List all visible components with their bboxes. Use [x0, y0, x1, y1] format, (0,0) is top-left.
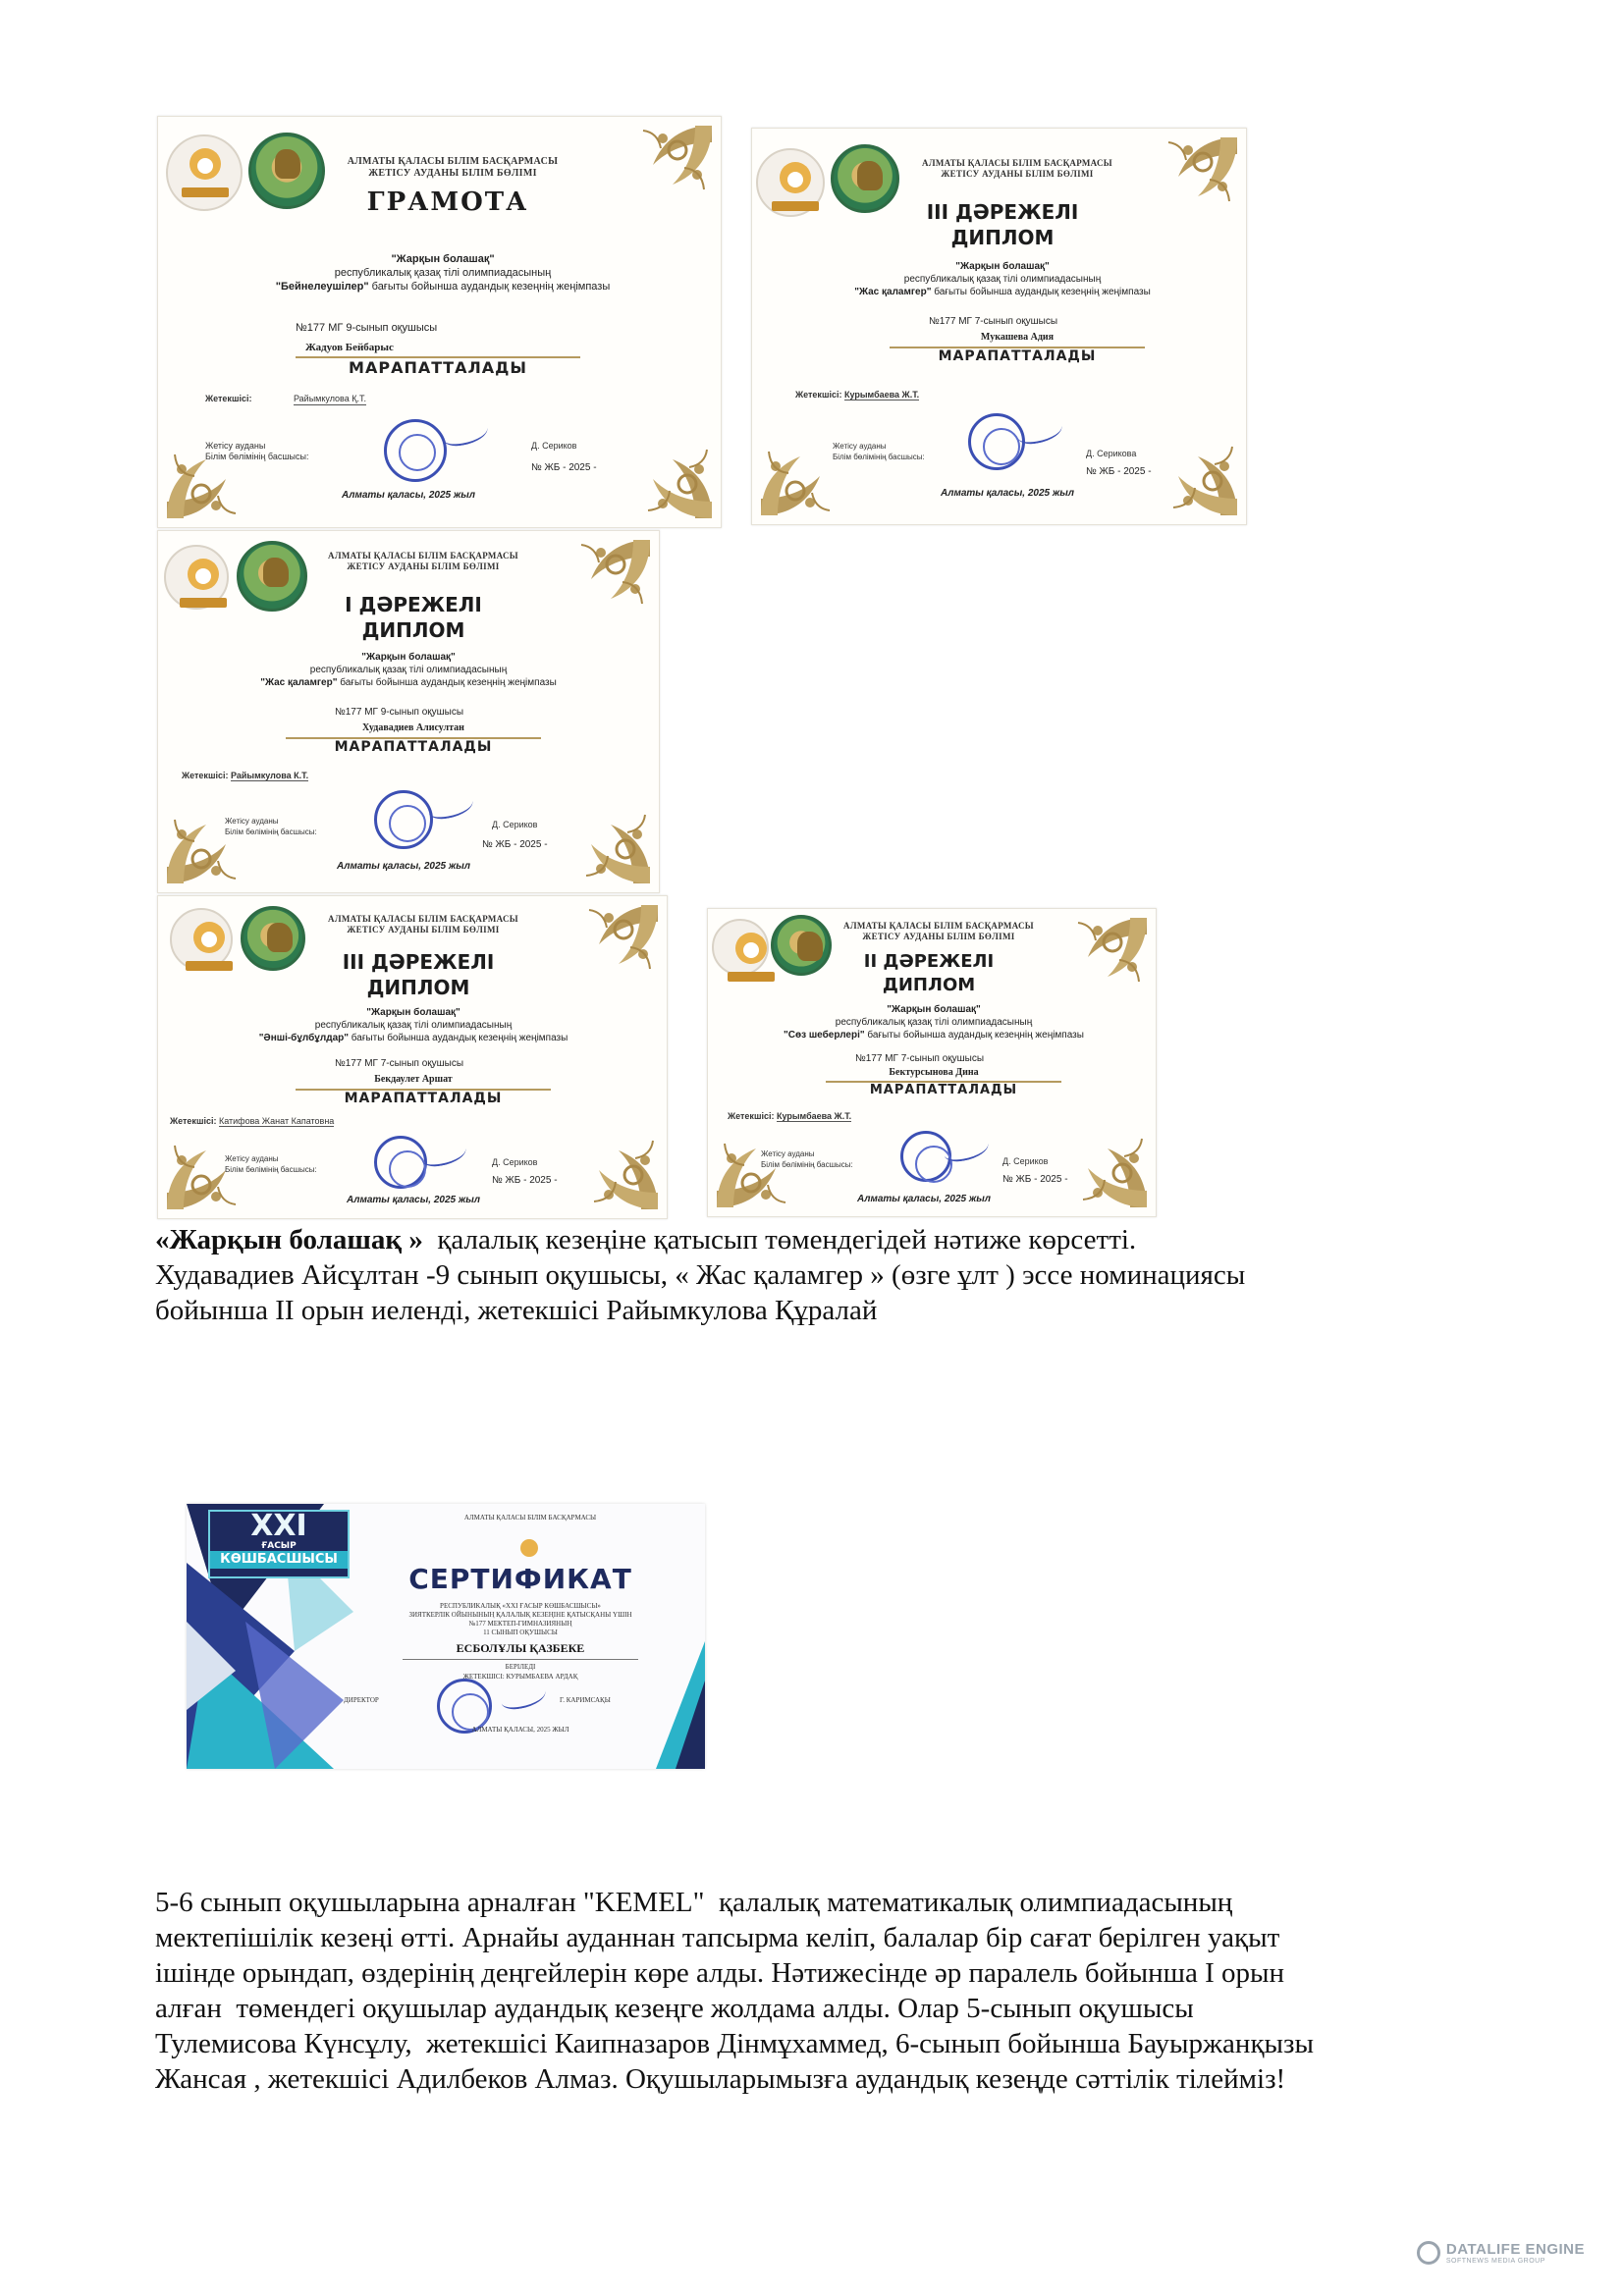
city-year: Алматы қаласы, 2025 жыл: [342, 490, 475, 501]
direction-name: "Жас қаламгер": [260, 677, 338, 688]
ornament-icon: [1058, 913, 1152, 1006]
datalife-logo-icon: [1417, 2241, 1440, 2265]
ornament-icon: [1149, 427, 1242, 520]
signature-icon: [499, 1682, 547, 1712]
result-text: қалалық кезеңіне қатысып төмендегідей нәтиже көрсетті.: [422, 1224, 1137, 1255]
badge-bottom: КӨШБАСШЫСЫ: [210, 1551, 348, 1569]
badge-mid: ҒАСЫР: [261, 1541, 297, 1551]
head-label-line: Жетісу ауданы: [833, 442, 887, 451]
signer-name: Д. Сериков: [531, 441, 577, 451]
signer-name: Д. Сериков: [492, 820, 538, 829]
org-header: [335, 156, 570, 180]
cert-number: № ЖБ - 2025 -: [531, 462, 597, 473]
student-name: Бекдаулет Аршат: [374, 1074, 453, 1085]
head-label-line: Жетісу ауданы: [761, 1149, 815, 1158]
school-class: №177 МГ 9-сынып оқушысы: [335, 707, 464, 718]
direction-suffix: бағыты бойынша аудандық кезеңнің жеңімпазы: [867, 1030, 1084, 1041]
direction-line: [737, 1029, 1130, 1041]
olympiad-line: мектепішілік кезеңі өтті. Арнайы ауданнан тапсырма келіп, балалар бір сағат берілген уақыт: [155, 1922, 1280, 1953]
ornament-icon: [562, 535, 655, 628]
org-line: ЖЕТІСУ АУДАНЫ БІЛІМ БӨЛІМІ: [347, 925, 500, 934]
supervisor-name: Райымкулова Қ.Т.: [293, 394, 366, 403]
result-line: Худавадиев Айсұлтан -9 сынып оқушысы, « Жас қаламгер » (өзге ұлт ) эссе номинациясы: [155, 1259, 1246, 1291]
direction-name: "Бейнелеушілер": [275, 281, 369, 293]
org-header: [315, 551, 531, 572]
olympiad-line: Жансая , жетекшісі Адилбеков Алмаз. Оқушыларымызға аудандық кезеңде сәттілік тілейміз!: [155, 2063, 1286, 2095]
head-label: [833, 441, 980, 462]
org-line: ЖЕТІСУ АУДАНЫ БІЛІМ БӨЛІМІ: [862, 932, 1015, 941]
olympiad-line: Тулемисова Күнсұлу, жетекшісі Каипназаров Дінмұхаммед, 6-сынып бойынша Бауыржанқызы: [155, 2028, 1314, 2059]
sert-line: РЕСПУБЛИКАЛЫҚ «XXI ҒАСЫР КӨШБАСШЫСЫ»: [440, 1602, 601, 1610]
olympiad-name: "Жарқын болашақ": [366, 1007, 460, 1018]
olympiad-subtitle: республикалық қазақ тілі олимпиадасының: [903, 274, 1102, 285]
award-text: МАРАПАТТАЛАДЫ: [349, 358, 527, 377]
sert-header: АЛМАТЫ ҚАЛАСЫ БІЛІМ БАСҚАРМАСЫ: [463, 1514, 597, 1522]
certificate-body: [197, 651, 620, 689]
certificate-body: [217, 252, 669, 294]
award-text: МАРАПАТТАЛАДЫ: [938, 348, 1097, 364]
head-label-line: Білім бөлімінің басшысы:: [225, 828, 317, 836]
almaty-logo-icon: [712, 919, 769, 976]
sert-line: №177 МЕКТЕП-ГИМНАЗИЯНЫҢ: [468, 1620, 572, 1628]
olympiad-line: алған төмендегі оқушылар аудандық кезеңге жолдама алды. Олар 5-сынып оқушысы: [155, 1993, 1194, 2024]
supervisor-label: Жетекшісі:: [728, 1111, 775, 1121]
head-label-line: Жетісу ауданы: [225, 1154, 279, 1163]
olympiad-title: «Жарқын болашақ »: [155, 1224, 423, 1255]
supervisor-name: Курымбаева Ж.Т.: [843, 390, 920, 400]
award-text: МАРАПАТТАЛАДЫ: [344, 1091, 503, 1106]
signature-icon: [1015, 417, 1063, 447]
direction-line: [197, 676, 620, 689]
supervisor-name: Райымкулова К.Т.: [230, 771, 309, 780]
title-line: ДИПЛОМ: [882, 975, 976, 995]
supervisor-line: [728, 1111, 1022, 1122]
signature-icon: [441, 419, 489, 449]
org-line: АЛМАТЫ ҚАЛАСЫ БІЛІМ БАСҚАРМАСЫ: [328, 551, 518, 561]
city-year: Алматы қаласы, 2025 жыл: [941, 488, 1074, 499]
certificate-title: [296, 592, 531, 643]
certificate-diploma-3: [751, 128, 1247, 525]
certificate-body: [217, 1006, 610, 1044]
olympiad-name: "Жарқын болашақ": [361, 652, 456, 663]
direction-name: "Жас қаламгер": [854, 287, 932, 297]
certificate-title: [880, 199, 1125, 250]
sert-student: ЕСБОЛҰЛЫ ҚАЗБЕКЕ: [456, 1641, 585, 1655]
watermark-main: DATALIFE ENGINE: [1445, 2241, 1585, 2258]
olympiad-name: "Жарқын болашақ": [887, 1004, 981, 1015]
award-text: МАРАПАТТАЛАДЫ: [869, 1083, 1018, 1097]
cert-number: № ЖБ - 2025 -: [1002, 1174, 1068, 1185]
almaty-logo-icon: [164, 545, 229, 610]
supervisor-name: Курымбаева Ж.Т.: [776, 1111, 852, 1121]
city-year: Алматы қаласы, 2025 жыл: [857, 1194, 991, 1204]
student-name: Худавадиев Алисултан: [362, 722, 464, 733]
title-line: ДИПЛОМ: [366, 976, 470, 999]
cert-number: № ЖБ - 2025 -: [492, 1175, 558, 1186]
head-label: [225, 816, 362, 837]
ornament-icon: [162, 795, 255, 888]
direction-line: [217, 1032, 610, 1044]
signature-icon: [426, 792, 474, 822]
certificate-title: [816, 950, 1042, 997]
org-header: [836, 921, 1042, 942]
direction-suffix: бағыты бойынша аудандық кезеңнің жеңімпазы: [340, 677, 557, 688]
school-class: №177 МГ 7-сынып оқушысы: [855, 1053, 985, 1064]
supervisor-label: Жетекшісі:: [182, 771, 229, 780]
result-line: бойынша ІІ орын иеленді, жетекшісі Райымкулова Құралай: [155, 1295, 878, 1326]
supervisor-line: [205, 394, 500, 405]
sert-line: ЗИЯТКЕРЛІК ОЙЫНЫНЫҢ ҚАЛАЛЫҚ КЕЗЕҢІНЕ ҚАТЫСҚАНЫ ҮШІН: [408, 1611, 632, 1619]
sert-body: [353, 1602, 687, 1637]
supervisor-line: [170, 1116, 523, 1127]
stamp-icon: [374, 790, 433, 849]
direction-suffix: бағыты бойынша аудандық кезеңнің жеңімпазы: [351, 1033, 568, 1043]
title-line: III ДӘРЕЖЕЛІ: [926, 200, 1079, 224]
org-header: [315, 914, 531, 935]
almaty-logo-icon: [170, 908, 233, 971]
head-label-line: Білім бөлімінің басшысы:: [761, 1160, 853, 1169]
org-header: [909, 158, 1125, 180]
student-name: Мукашева Адия: [980, 332, 1055, 343]
sert-given: БЕРІЛЕДІ: [505, 1663, 536, 1671]
head-label: [761, 1148, 898, 1170]
head-label-line: Білім бөлімінің басшысы:: [225, 1165, 317, 1174]
title-line: III ДӘРЕЖЕЛІ: [342, 950, 495, 974]
title-line: ДИПЛОМ: [361, 618, 465, 642]
sert-director: ДИРЕКТОР: [344, 1696, 379, 1704]
student-name: Бектурсынова Дина: [889, 1067, 979, 1078]
stamp-icon: [968, 413, 1025, 470]
head-label: [205, 441, 352, 462]
sert-director-name: Г. КАРИМСАҚЫ: [560, 1696, 611, 1704]
certificate-title: [296, 949, 541, 1000]
stamp-icon: [384, 419, 447, 482]
head-label: [225, 1153, 362, 1175]
city-year: Алматы қаласы, 2025 жыл: [337, 861, 470, 872]
title-line: II ДӘРЕЖЕЛІ: [863, 951, 995, 972]
org-line: АЛМАТЫ ҚАЛАСЫ БІЛІМ БАСҚАРМАСЫ: [347, 156, 559, 167]
olympiad-subtitle: республикалық қазақ тілі олимпиадасының: [334, 267, 552, 279]
supervisor-line: [795, 390, 1090, 400]
head-label-line: Білім бөлімінің басшысы:: [833, 453, 925, 461]
certificate-diploma-2: [707, 908, 1157, 1217]
head-label-line: Жетісу ауданы: [205, 441, 266, 451]
supervisor-label: Жетекшісі:: [170, 1116, 217, 1126]
ornament-icon: [569, 900, 663, 993]
olympiad-line: 5-6 сынып оқушыларына арналған "KEMEL" қалалық математикалық олимпиадасының: [155, 1887, 1233, 1918]
title-line: ДИПЛОМ: [950, 226, 1055, 249]
cert-number: № ЖБ - 2025 -: [1086, 466, 1152, 477]
sert-title: СЕРТИФИКАТ: [408, 1563, 632, 1595]
almaty-logo-icon: [756, 148, 825, 217]
signer-name: Д. Серикова: [1086, 449, 1137, 458]
org-line: АЛМАТЫ ҚАЛАСЫ БІЛІМ БАСҚАРМАСЫ: [328, 914, 518, 924]
ornament-icon: [1058, 1119, 1152, 1212]
org-line: ЖЕТІСУ АУДАНЫ БІЛІМ БӨЛІМІ: [941, 169, 1094, 179]
signature-icon: [419, 1140, 467, 1169]
cert-number: № ЖБ - 2025 -: [482, 839, 548, 850]
direction-line: [217, 280, 669, 294]
almaty-logo-icon: [166, 134, 243, 211]
olympiad-line: ішінде орындап, өздерінің деңгейлерін көре алды. Нәтижесінде әр паралель бойынша І орын: [155, 1957, 1284, 1989]
ornament-icon: [569, 1121, 663, 1214]
certificate-gramota: [157, 116, 722, 528]
city-year: Алматы қаласы, 2025 жыл: [347, 1195, 480, 1205]
ornament-icon: [623, 121, 717, 214]
school-class: №177 МГ 9-сынып оқушысы: [296, 322, 438, 334]
supervisor-label: Жетекшісі:: [795, 390, 842, 400]
sert-supervisor: ЖЕТЕКШІСІ: КУРЫМБАЕВА АРДАҚ: [462, 1673, 578, 1681]
direction-name: "Әнші-бұлбұлдар": [258, 1033, 349, 1043]
olympiad-subtitle: республикалық қазақ тілі олимпиадасының: [835, 1017, 1033, 1028]
certificate-body: [791, 260, 1214, 298]
ornament-icon: [623, 430, 717, 523]
stamp-icon: [374, 1136, 427, 1189]
supervisor-name: Катифова Жанат Капатовна: [218, 1116, 335, 1126]
student-name: Жадуов Бейбарыс: [305, 342, 394, 353]
award-text: МАРАПАТТАЛАДЫ: [334, 739, 493, 755]
olympiad-name: "Жарқын болашақ": [391, 253, 495, 265]
school-class: №177 МГ 7-сынып оқушысы: [929, 316, 1058, 327]
org-line: АЛМАТЫ ҚАЛАСЫ БІЛІМ БАСҚАРМАСЫ: [922, 158, 1112, 168]
head-label-line: Білім бөлімінің басшысы:: [205, 452, 309, 461]
certificate-diploma-3b: [157, 895, 668, 1219]
certificate-diploma-1: [157, 530, 660, 893]
datalife-watermark: [1417, 2238, 1585, 2268]
org-line: ЖЕТІСУ АУДАНЫ БІЛІМ БӨЛІМІ: [368, 168, 537, 179]
sert-divider: [403, 1659, 638, 1660]
olympiad-name: "Жарқын болашақ": [955, 261, 1050, 272]
supervisor-line: [182, 771, 476, 781]
supervisor-label: Жетекшісі:: [205, 394, 252, 403]
sertifikat-card: [187, 1504, 705, 1769]
watermark-sub: SOFTNEWS MEDIA GROUP: [1445, 2258, 1545, 2265]
signer-name: Д. Сериков: [1002, 1156, 1049, 1166]
head-label-line: Жетісу ауданы: [225, 817, 279, 826]
badge-top: XXI: [250, 1509, 307, 1543]
certificate-body: [737, 1003, 1130, 1041]
sert-line: 11 СЫНЫП ОҚУШЫСЫ: [483, 1629, 558, 1636]
ornament-icon: [1149, 133, 1242, 226]
badge: [208, 1510, 350, 1578]
result-line: [155, 1222, 1530, 1257]
direction-name: "Сөз шеберлері": [784, 1030, 865, 1041]
olympiad-subtitle: республикалық қазақ тілі олимпиадасының: [309, 665, 508, 675]
title-line: I ДӘРЕЖЕЛІ: [345, 593, 482, 616]
olympiad-subtitle: республикалық қазақ тілі олимпиадасының: [314, 1020, 513, 1031]
olympiad-paragraph: [155, 1885, 1549, 2097]
org-line: ЖЕТІСУ АУДАНЫ БІЛІМ БӨЛІМІ: [347, 561, 500, 571]
watermark-text: [1446, 2241, 1585, 2265]
ornament-icon: [562, 795, 655, 888]
org-line: АЛМАТЫ ҚАЛАСЫ БІЛІМ БАСҚАРМАСЫ: [843, 921, 1034, 931]
direction-line: [791, 286, 1214, 298]
signer-name: Д. Сериков: [492, 1157, 538, 1167]
school-class: №177 МГ 7-сынып оқушысы: [335, 1058, 464, 1069]
result-paragraph: [155, 1222, 1530, 1328]
signature-icon: [942, 1135, 990, 1164]
certificate-title: ГРАМОТА: [366, 187, 529, 217]
sert-footer: АЛМАТЫ ҚАЛАСЫ, 2025 ЖЫЛ: [471, 1726, 569, 1734]
geometric-pattern-icon: [646, 1641, 705, 1769]
direction-suffix: бағыты бойынша аудандық кезеңнің жеңімпазы: [371, 281, 611, 293]
direction-suffix: бағыты бойынша аудандық кезеңнің жеңімпазы: [934, 287, 1151, 297]
sert-logo-icon: [520, 1539, 538, 1557]
